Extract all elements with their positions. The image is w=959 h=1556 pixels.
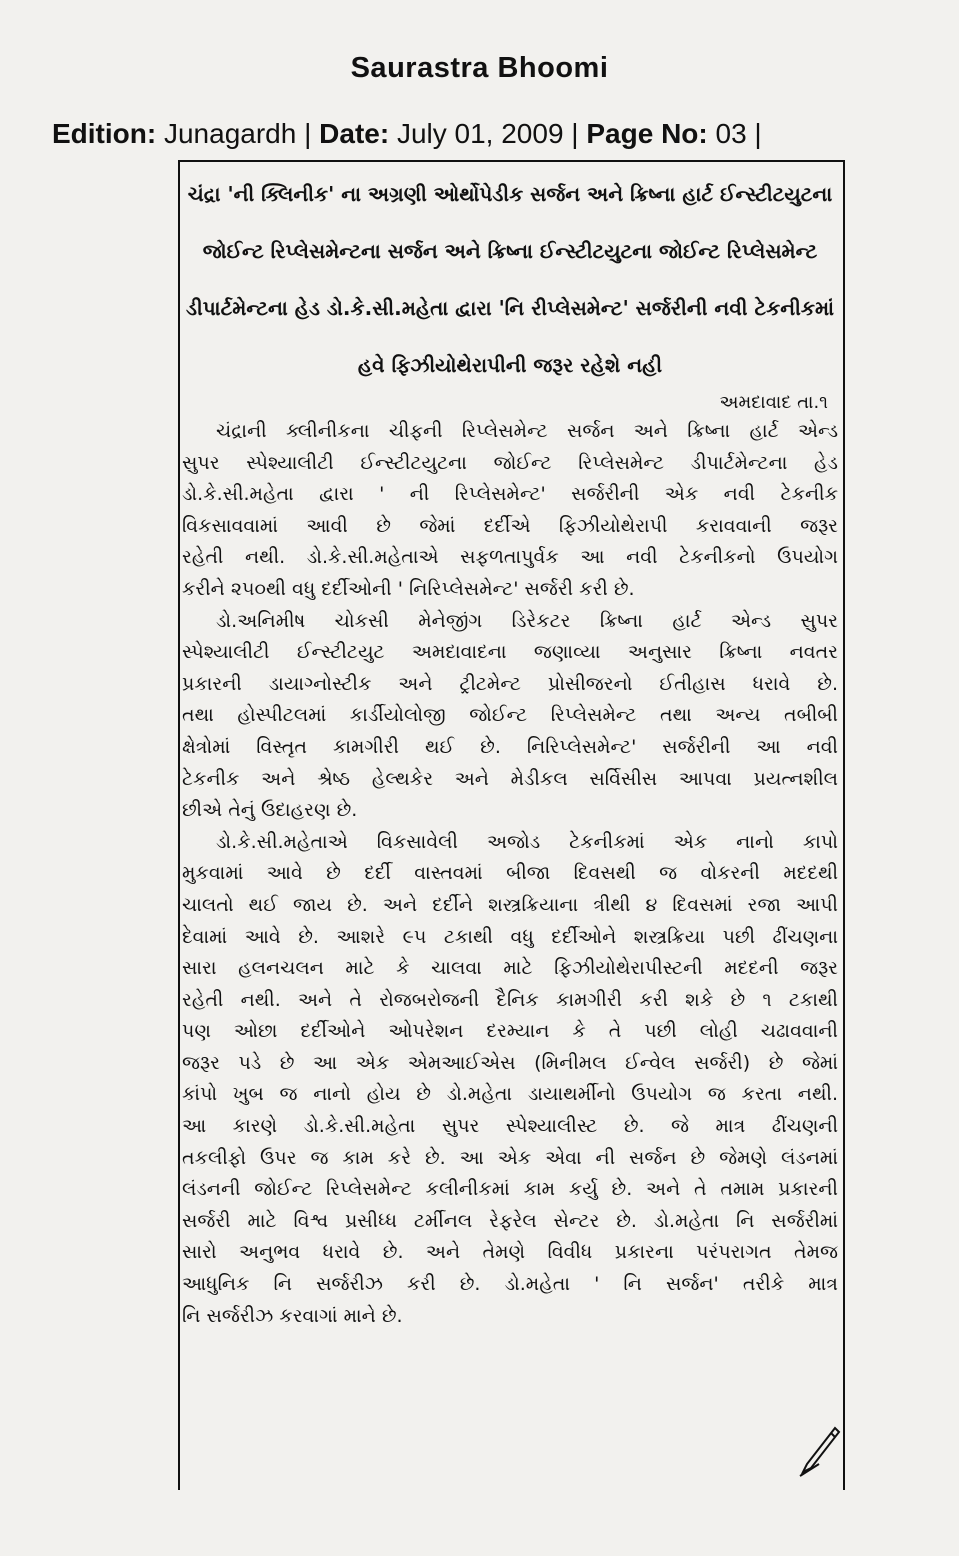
headline-line: ડીપાર્ટમેન્ટના હેડ ડો.કે.સી.મહેતા દ્વારા 'નિ રીપ્લેસમેન્ટ' સર્જરીની નવી ટેકનીકમાં	[186, 296, 834, 320]
body-line: ટેકનીક અને શ્રેષ્ઠ હેલ્થકેર અને મેડીકલ સર્વિસીસ આપવા પ્રયત્નશીલ	[182, 767, 838, 790]
body-line: રહેતી નથી. અને તે રોજબરોજની દૈનિક કામગીરી કરી શકે છે ૧ ટકાથી	[182, 988, 838, 1011]
body-line: દેવામાં આવે છે. આશરે ૯૫ ટકાથી વધુ દર્દીઓને શસ્ત્રક્રિયા પછી ઢીંચણના	[182, 925, 838, 948]
edition-label: Edition:	[52, 118, 157, 149]
body-line: ચાલતો થઈ જાય છે. અને દર્દીને શસ્ત્રક્રિયાના ત્રીથી ૪ દિવસમાં રજા આપી	[182, 893, 838, 916]
body-line: કાંપો ખુબ જ નાનો હોય છે ડો.મહેતા ડાયાથર્મીનો ઉપયોગ જ કરતા નથી.	[182, 1083, 838, 1106]
article-top-rule	[178, 160, 845, 162]
body-line: મુકવામાં આવે છે દર્દી વાસ્તવમાં બીજા દિવસથી જ વોકરની મદદથી	[182, 862, 838, 885]
body-line: ચંદ્રાની ક્લીનીકના ચીફની રિપ્લેસમેન્ટ સર્જન અને ક્રિષ્ના હાર્ટ એન્ડ	[216, 420, 838, 442]
body-line: જરૂર પડે છે આ એક એમઆઈએસ (મિનીમલ ઈન્વેલ સર્જરી) છે જેમાં	[182, 1051, 838, 1074]
masthead: Saurastra Bhoomi	[350, 52, 609, 84]
body-line: આ કારણે ડો.કે.સી.મહેતા સુપર સ્પેશ્યાલીસ્ટ છે. જે માત્ર ઢીંચણની	[182, 1115, 838, 1138]
body-line: નિ સર્જરીઝ કરવાગાં માને છે.	[182, 1304, 403, 1327]
body-line: તથા હોસ્પીટલમાં કાર્ડીયોલોજી જોઈન્ટ રિપ્લેસમેન્ટ તથા અન્ય તબીબી	[182, 704, 838, 727]
body-line: સારા હલનચલન માટે કે ચાલવા માટે ફિઝીયોથેરાપીસ્ટની મદદની જરૂર	[182, 957, 838, 980]
date-label: Date:	[319, 118, 390, 149]
page-label: Page No:	[586, 118, 708, 149]
body-line: તકલીફો ઉપર જ કામ કરે છે. આ એક એવા ની સર્જન છે જેમણે લંડનમાં	[182, 1146, 838, 1169]
body-line: કરીને ૨૫૦થી વધુ દર્દીઓની ' નિરિપ્લેસમેન્ટ' સર્જરી કરી છે.	[182, 577, 635, 600]
body-line: પ્રકારની ડાયાગ્નોસ્ટીક અને ટ્રીટમેન્ટ પ્રોસીજરનો ઈતીહાસ ધરાવે છે.	[182, 672, 838, 695]
body-line: સ્પેશ્યાલીટી ઈન્સ્ટીટયુટ અમદાવાદના જણાવ્યા અનુસાર ક્રિષ્ના નવતર	[182, 641, 838, 664]
page-value: 03 |	[707, 118, 762, 149]
body-line: છીએ તેનું ઉદાહરણ છે.	[182, 799, 358, 822]
body-line: ડો.અનિમીષ ચોકસી મેનેજીંગ ડિરેકટર ક્રિષ્ના હાર્ટ એન્ડ સુપર	[216, 609, 838, 632]
edition-line	[52, 118, 762, 150]
body-line: ક્ષેત્રોમાં વિસ્તૃત કામગીરી થઈ છે. નિરિપ્લેસમેન્ટ' સર્જરીની આ નવી	[182, 735, 838, 758]
body-line: રહેતી નથી. ડો.કે.સી.મહેતાએ સફળતાપુર્વક આ નવી ટેકનીકનો ઉપયોગ	[182, 546, 838, 569]
pen-icon	[795, 1420, 845, 1480]
headline	[182, 166, 838, 394]
body-line: આધુનિક નિ સર્જરીઝ કરી છે. ડો.મહેતા ' નિ સર્જન' તરીકે માત્ર	[182, 1273, 838, 1296]
date-value: July 01, 2009 |	[389, 118, 587, 149]
body-line: વિકસાવવામાં આવી છે જેમાં દર્દીએ ફિઝીયોથેરાપી કરાવવાની જરૂર	[182, 514, 838, 537]
body-line: સર્જરી માટે વિશ્વ પ્રસીધ્ધ ટર્મીનલ રેફરેલ સેન્ટર છે. ડો.મહેતા નિ સર્જરીમાં	[182, 1209, 838, 1232]
body-line: ડો.કે.સી.મહેતા દ્વારા ' ની રિપ્લેસમેન્ટ' સર્જરીની એક નવી ટેકનીક	[182, 483, 838, 506]
body-line: ડો.કે.સી.મહેતાએ વિકસાવેલી અજોડ ટેકનીકમાં એક નાનો કાપો	[216, 830, 838, 853]
dateline: અમદાવાદ તા.૧	[719, 392, 828, 413]
headline-line: હવે ફિઝીયોથેરાપીની જરૂર રહેશે નહી	[357, 353, 663, 377]
edition-value: Junagardh |	[156, 118, 320, 149]
body-line: પણ ઓછા દર્દીઓને ઓપરેશન દરમ્યાન કે તે પછી લોહી ચઢાવવાની	[182, 1020, 838, 1043]
article-right-rule	[843, 160, 845, 1490]
news-article	[182, 166, 838, 1332]
headline-line: ચંદ્રા 'ની ક્લિનીક' ના અગ્રણી ઓર્થોપેડીક સર્જન અને ક્રિષ્ના હાર્ટ ઈન્સ્ટીટયુટના	[187, 182, 833, 206]
article-left-rule	[178, 160, 180, 1490]
body-line: લંડનની જોઈન્ટ રિપ્લેસમેન્ટ કલીનીકમાં કામ કર્યુ છે. અને તે તમામ પ્રકારની	[182, 1178, 838, 1201]
article-body	[182, 416, 838, 1332]
headline-line: જોઈન્ટ રિપ્લેસમેન્ટના સર્જન અને ક્રિષ્ના ઈન્સ્ટીટયુટના જોઈન્ટ રિપ્લેસમેન્ટ	[202, 239, 818, 263]
body-line: સારો અનુભવ ધરાવે છે. અને તેમણે વિવીધ પ્રકારના પરંપરાગત તેમજ	[182, 1241, 838, 1264]
body-line: સુપર સ્પેશ્યાલીટી ઈન્સ્ટીટયુટના જોઈન્ટ રિપ્લેસમેન્ટ ડીપાર્ટમેન્ટના હેડ	[182, 451, 838, 474]
